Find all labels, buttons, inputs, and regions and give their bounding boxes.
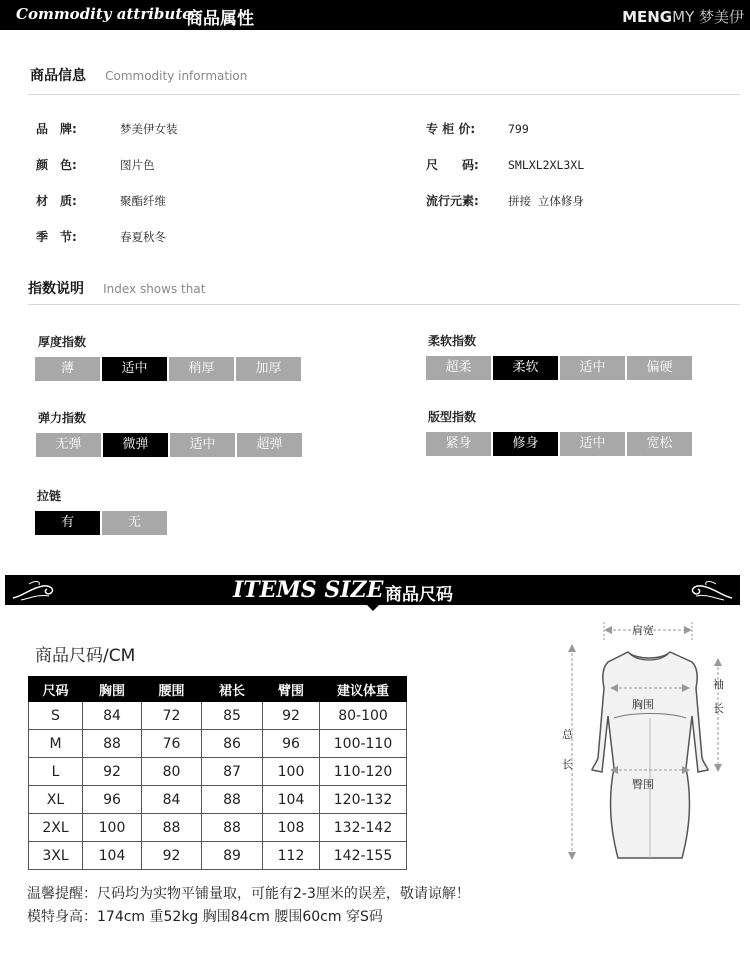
fit-option: 修身 — [493, 432, 558, 456]
size-banner-title-en: ITEMS SIZE — [233, 577, 384, 603]
fit-option: 宽松 — [627, 432, 692, 456]
softness-option: 偏硬 — [627, 356, 692, 380]
size-banner-title-cn: 商品尺码 — [385, 585, 453, 605]
table-cell: 84 — [142, 786, 202, 814]
header-cell: 腰围 — [142, 677, 202, 702]
table-cell: 80 — [142, 758, 202, 786]
fit-option: 适中 — [560, 432, 625, 456]
brand-logo: MENGMY 梦美伊 — [622, 8, 744, 26]
zipper-index-scale — [35, 511, 167, 535]
header-cell: 臂围 — [263, 677, 320, 702]
attr-brand: 品 牌: 梦美伊女装 — [36, 122, 178, 136]
zipper-option: 有 — [35, 511, 100, 535]
fit-index-title: 版型指数 — [428, 410, 477, 424]
table-cell: L — [29, 758, 83, 786]
size-unit-label: 商品尺码/CM — [35, 646, 136, 666]
header-cell: 裙长 — [202, 677, 263, 702]
table-cell: 88 — [202, 814, 263, 842]
table-cell: 104 — [83, 842, 142, 870]
chest-label: 胸围 — [632, 698, 654, 711]
softness-option: 适中 — [560, 356, 625, 380]
measurement-tip: 温馨提醒：尺码均为实物平铺量取，可能有2-3厘米的误差，敬请谅解！ — [27, 886, 470, 902]
size-table-header — [29, 677, 407, 702]
fit-index-scale — [426, 432, 692, 456]
table-cell: 85 — [202, 702, 263, 730]
softness-option: 柔软 — [493, 356, 558, 380]
header-cell: 胸围 — [83, 677, 142, 702]
table-cell: 142-155 — [320, 842, 407, 870]
softness-index-title: 柔软指数 — [428, 334, 477, 348]
table-cell: 80-100 — [320, 702, 407, 730]
table-cell: XL — [29, 786, 83, 814]
divider — [28, 304, 740, 305]
length-label-2: 长 — [562, 758, 573, 771]
index-section-subtitle: Index shows that — [103, 282, 206, 296]
table-cell: 92 — [263, 702, 320, 730]
table-cell: 72 — [142, 702, 202, 730]
table-cell: 86 — [202, 730, 263, 758]
table-cell: 89 — [202, 842, 263, 870]
table-cell: S — [29, 702, 83, 730]
thickness-option: 稍厚 — [169, 357, 234, 381]
divider — [28, 94, 740, 95]
attr-color: 颜 色: 图片色 — [36, 158, 155, 172]
table-row — [29, 814, 407, 842]
table-row — [29, 786, 407, 814]
index-section-header — [28, 278, 205, 298]
header-cell: 建议体重 — [320, 677, 407, 702]
dress-silhouette-icon — [552, 618, 748, 863]
size-banner — [5, 575, 740, 605]
table-cell: 92 — [83, 758, 142, 786]
table-cell: M — [29, 730, 83, 758]
attr-season: 季 节: 春夏秋冬 — [36, 230, 166, 244]
table-cell: 132-142 — [320, 814, 407, 842]
table-cell: 96 — [83, 786, 142, 814]
table-cell: 100-110 — [320, 730, 407, 758]
attr-size: 尺 码: SMLXL2XL3XL — [426, 158, 585, 172]
table-cell: 96 — [263, 730, 320, 758]
top-bar — [0, 0, 750, 30]
table-cell: 87 — [202, 758, 263, 786]
shoulder-label: 肩宽 — [632, 624, 654, 637]
table-cell: 104 — [263, 786, 320, 814]
table-row — [29, 730, 407, 758]
swirl-ornament-left-icon — [9, 578, 59, 602]
table-cell: 88 — [83, 730, 142, 758]
attr-material: 材 质: 聚酯纤维 — [36, 194, 166, 208]
elasticity-index-title: 弹力指数 — [38, 411, 87, 425]
table-cell: 92 — [142, 842, 202, 870]
softness-index-scale — [426, 356, 692, 380]
table-cell: 112 — [263, 842, 320, 870]
attr-price: 专 柜 价: 799 — [426, 122, 529, 136]
zipper-option: 无 — [102, 511, 167, 535]
dress-measurement-diagram — [552, 618, 748, 867]
index-section-title: 指数说明 — [28, 281, 84, 297]
thickness-option: 薄 — [35, 357, 100, 381]
model-info: 模特身高：174cm 重52kg 胸围84cm 腰围60cm 穿S码 — [27, 909, 383, 925]
zipper-index-title: 拉链 — [37, 489, 62, 503]
table-row — [29, 702, 407, 730]
table-cell: 3XL — [29, 842, 83, 870]
table-cell: 88 — [202, 786, 263, 814]
table-cell: 120-132 — [320, 786, 407, 814]
thickness-index-scale — [35, 357, 301, 381]
sleeve-label-2: 长 — [713, 702, 724, 715]
table-cell: 88 — [142, 814, 202, 842]
header-title-cn: 商品属性 — [186, 9, 254, 29]
size-table — [28, 676, 407, 870]
elasticity-option: 适中 — [170, 433, 235, 457]
table-cell: 76 — [142, 730, 202, 758]
swirl-ornament-right-icon — [680, 578, 736, 602]
elasticity-option: 无弹 — [36, 433, 101, 457]
thickness-option: 加厚 — [236, 357, 301, 381]
elasticity-index-scale — [36, 433, 302, 457]
length-label-1: 总 — [562, 728, 573, 741]
table-cell: 2XL — [29, 814, 83, 842]
table-cell: 100 — [263, 758, 320, 786]
thickness-index-title: 厚度指数 — [38, 335, 87, 349]
table-row — [29, 842, 407, 870]
softness-option: 超柔 — [426, 356, 491, 380]
header-cell: 尺码 — [29, 677, 83, 702]
elasticity-option: 微弹 — [103, 433, 168, 457]
table-cell: 110-120 — [320, 758, 407, 786]
elasticity-option: 超弹 — [237, 433, 302, 457]
table-cell: 100 — [83, 814, 142, 842]
info-section-subtitle: Commodity information — [105, 69, 248, 83]
banner-pointer — [366, 604, 380, 611]
sleeve-label-1: 袖 — [713, 678, 724, 691]
thickness-option: 适中 — [102, 357, 167, 381]
table-cell: 108 — [263, 814, 320, 842]
fit-option: 紧身 — [426, 432, 491, 456]
table-cell: 84 — [83, 702, 142, 730]
info-section-title: 商品信息 — [30, 68, 86, 84]
info-section-header — [30, 65, 247, 85]
attr-style: 流行元素: 拼接 立体修身 — [426, 194, 584, 208]
header-title-en: Commodity attribute — [16, 5, 192, 23]
hip-label: 臀围 — [632, 778, 654, 791]
table-row — [29, 758, 407, 786]
